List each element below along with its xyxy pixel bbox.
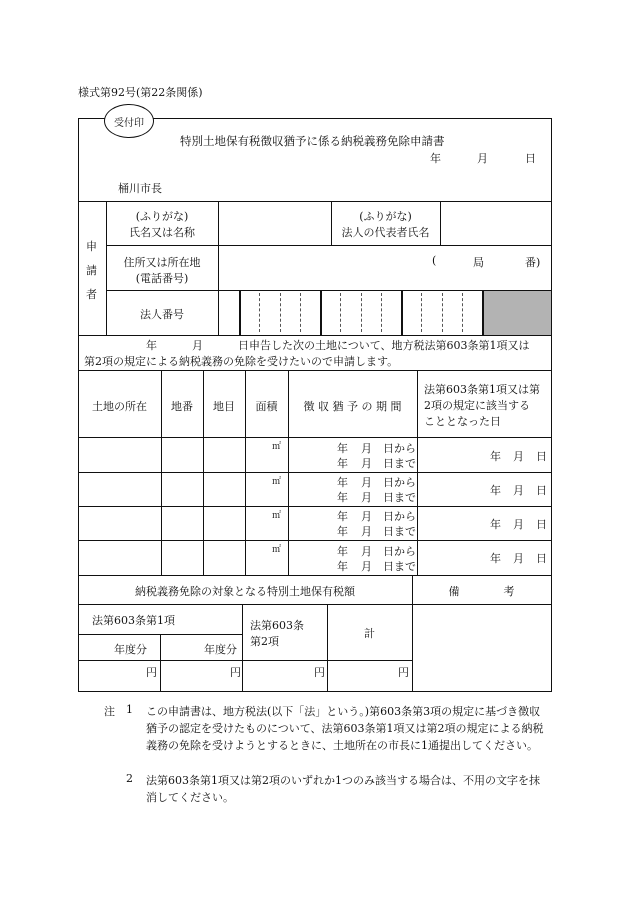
applicable-day: 日 — [536, 450, 547, 463]
from-month: 月 — [361, 442, 372, 455]
corp-number-shaded-box — [484, 291, 551, 335]
applicable-year: 年 — [490, 484, 501, 497]
phone-number-suffix: 番) — [525, 256, 541, 269]
remarks-field[interactable] — [413, 605, 551, 691]
para1-header: 法第603条第1項 — [92, 614, 175, 627]
rep-name-label: 法人の代表者氏名 — [341, 226, 430, 239]
note-2-number: 2 — [126, 772, 133, 785]
applicable-month: 月 — [513, 484, 524, 497]
yen-2: 円 — [230, 666, 241, 679]
phone-bureau: 局 — [473, 256, 484, 269]
header-applicable-3: こととなった日 — [424, 415, 501, 428]
date-year: 年 — [430, 152, 441, 165]
applicable-month: 月 — [513, 552, 524, 565]
from-day: 日から — [383, 510, 416, 523]
corp-number-label: 法人番号 — [140, 308, 184, 321]
to-day: 日まで — [383, 457, 416, 470]
date-day: 日 — [525, 152, 536, 165]
phone-open: ( — [432, 254, 437, 267]
to-month: 月 — [361, 560, 372, 573]
header-applicable-1: 法第603条第1項又は第 — [424, 383, 540, 396]
tax-amount-header: 納税義務免除の対象となる特別土地保有税額 — [135, 585, 355, 598]
statement-line-2: 第2項の規定による納税義務の免除を受けたいので申請します。 — [84, 355, 399, 368]
from-year: 年 — [337, 545, 348, 558]
statement-line-1: 日申告した次の土地について、地方税法第603条第1項又は — [238, 339, 530, 352]
note-1-text: この申請書は、地方税法(以下「法」という。)第603条第3項の規定に基づき徴収猶予の認定を受けたものについて、法第603条第1項又は第2項の規定による納税義務の免除を受けようとするときに、土地所在の市長に1通提出してください。 — [146, 705, 544, 752]
area-unit: ㎡ — [272, 477, 282, 487]
to-year: 年 — [337, 560, 348, 573]
from-year: 年 — [337, 476, 348, 489]
header-location: 土地の所在 — [92, 400, 147, 413]
to-day: 日まで — [383, 525, 416, 538]
notes-label: 注 — [104, 705, 115, 718]
yen-4: 円 — [398, 666, 409, 679]
from-month: 月 — [361, 510, 372, 523]
to-year: 年 — [337, 491, 348, 504]
name-label: 氏名又は名称 — [129, 226, 195, 239]
applicant-label-2: 請 — [86, 264, 97, 277]
area-unit: ㎡ — [272, 545, 282, 555]
applicable-day: 日 — [536, 518, 547, 531]
address-field[interactable] — [219, 246, 551, 289]
area-unit: ㎡ — [272, 442, 282, 452]
applicable-month: 月 — [513, 518, 524, 531]
to-day: 日まで — [383, 491, 416, 504]
note-2-text: 法第603条第1項又は第2項のいずれか1つのみ該当する場合は、不用の文字を抹消してください。 — [146, 774, 540, 804]
rep-name-field[interactable] — [441, 202, 551, 244]
name-field[interactable] — [219, 202, 330, 244]
header-lot: 地番 — [171, 400, 193, 413]
from-day: 日から — [383, 545, 416, 558]
total-header: 計 — [364, 627, 375, 640]
corp-number-field[interactable] — [241, 291, 482, 334]
to-year: 年 — [337, 457, 348, 470]
phone-label: (電話番号) — [135, 272, 189, 285]
applicable-year: 年 — [490, 552, 501, 565]
from-month: 月 — [361, 476, 372, 489]
year-part-2: 年度分 — [204, 643, 237, 656]
statement-month: 月 — [192, 339, 203, 352]
header-area: 面積 — [255, 400, 278, 413]
form-title: 特別土地保有税徴収猶予に係る納税義務免除申請書 — [180, 134, 445, 148]
to-month: 月 — [361, 457, 372, 470]
year-part-1: 年度分 — [114, 643, 147, 656]
applicable-year: 年 — [490, 450, 501, 463]
area-unit: ㎡ — [272, 511, 282, 521]
from-year: 年 — [337, 442, 348, 455]
header-applicable-2: 2項の規定に該当する — [424, 399, 530, 412]
rep-furigana: (ふりがな) — [359, 210, 412, 223]
remarks-header: 備 考 — [448, 585, 515, 598]
header-category: 地目 — [213, 400, 235, 413]
from-month: 月 — [361, 545, 372, 558]
applicable-day: 日 — [536, 484, 547, 497]
applicant-label-3: 者 — [86, 288, 97, 301]
applicable-year: 年 — [490, 518, 501, 531]
from-year: 年 — [337, 510, 348, 523]
to-year: 年 — [337, 525, 348, 538]
header-period: 徴 収 猶 予 の 期 間 — [303, 400, 402, 413]
from-day: 日から — [383, 476, 416, 489]
note-1-number: 1 — [126, 703, 133, 716]
para2-header-2: 第2項 — [250, 635, 279, 648]
date-month: 月 — [477, 152, 488, 165]
name-furigana: (ふりがな) — [135, 210, 189, 223]
reception-stamp-area: 受付印 — [104, 104, 154, 138]
applicable-month: 月 — [513, 450, 524, 463]
addressee: 桶川市長 — [118, 182, 162, 195]
to-day: 日まで — [383, 560, 416, 573]
to-month: 月 — [361, 525, 372, 538]
yen-1: 円 — [146, 666, 157, 679]
statement-year: 年 — [146, 339, 157, 352]
to-month: 月 — [361, 491, 372, 504]
applicable-day: 日 — [536, 552, 547, 565]
from-day: 日から — [383, 442, 416, 455]
applicant-label-1: 申 — [86, 240, 97, 253]
yen-3: 円 — [314, 666, 325, 679]
form-number: 様式第92号(第22条関係) — [78, 86, 203, 99]
address-label: 住所又は所在地 — [123, 256, 201, 269]
para2-header-1: 法第603条 — [250, 619, 304, 632]
